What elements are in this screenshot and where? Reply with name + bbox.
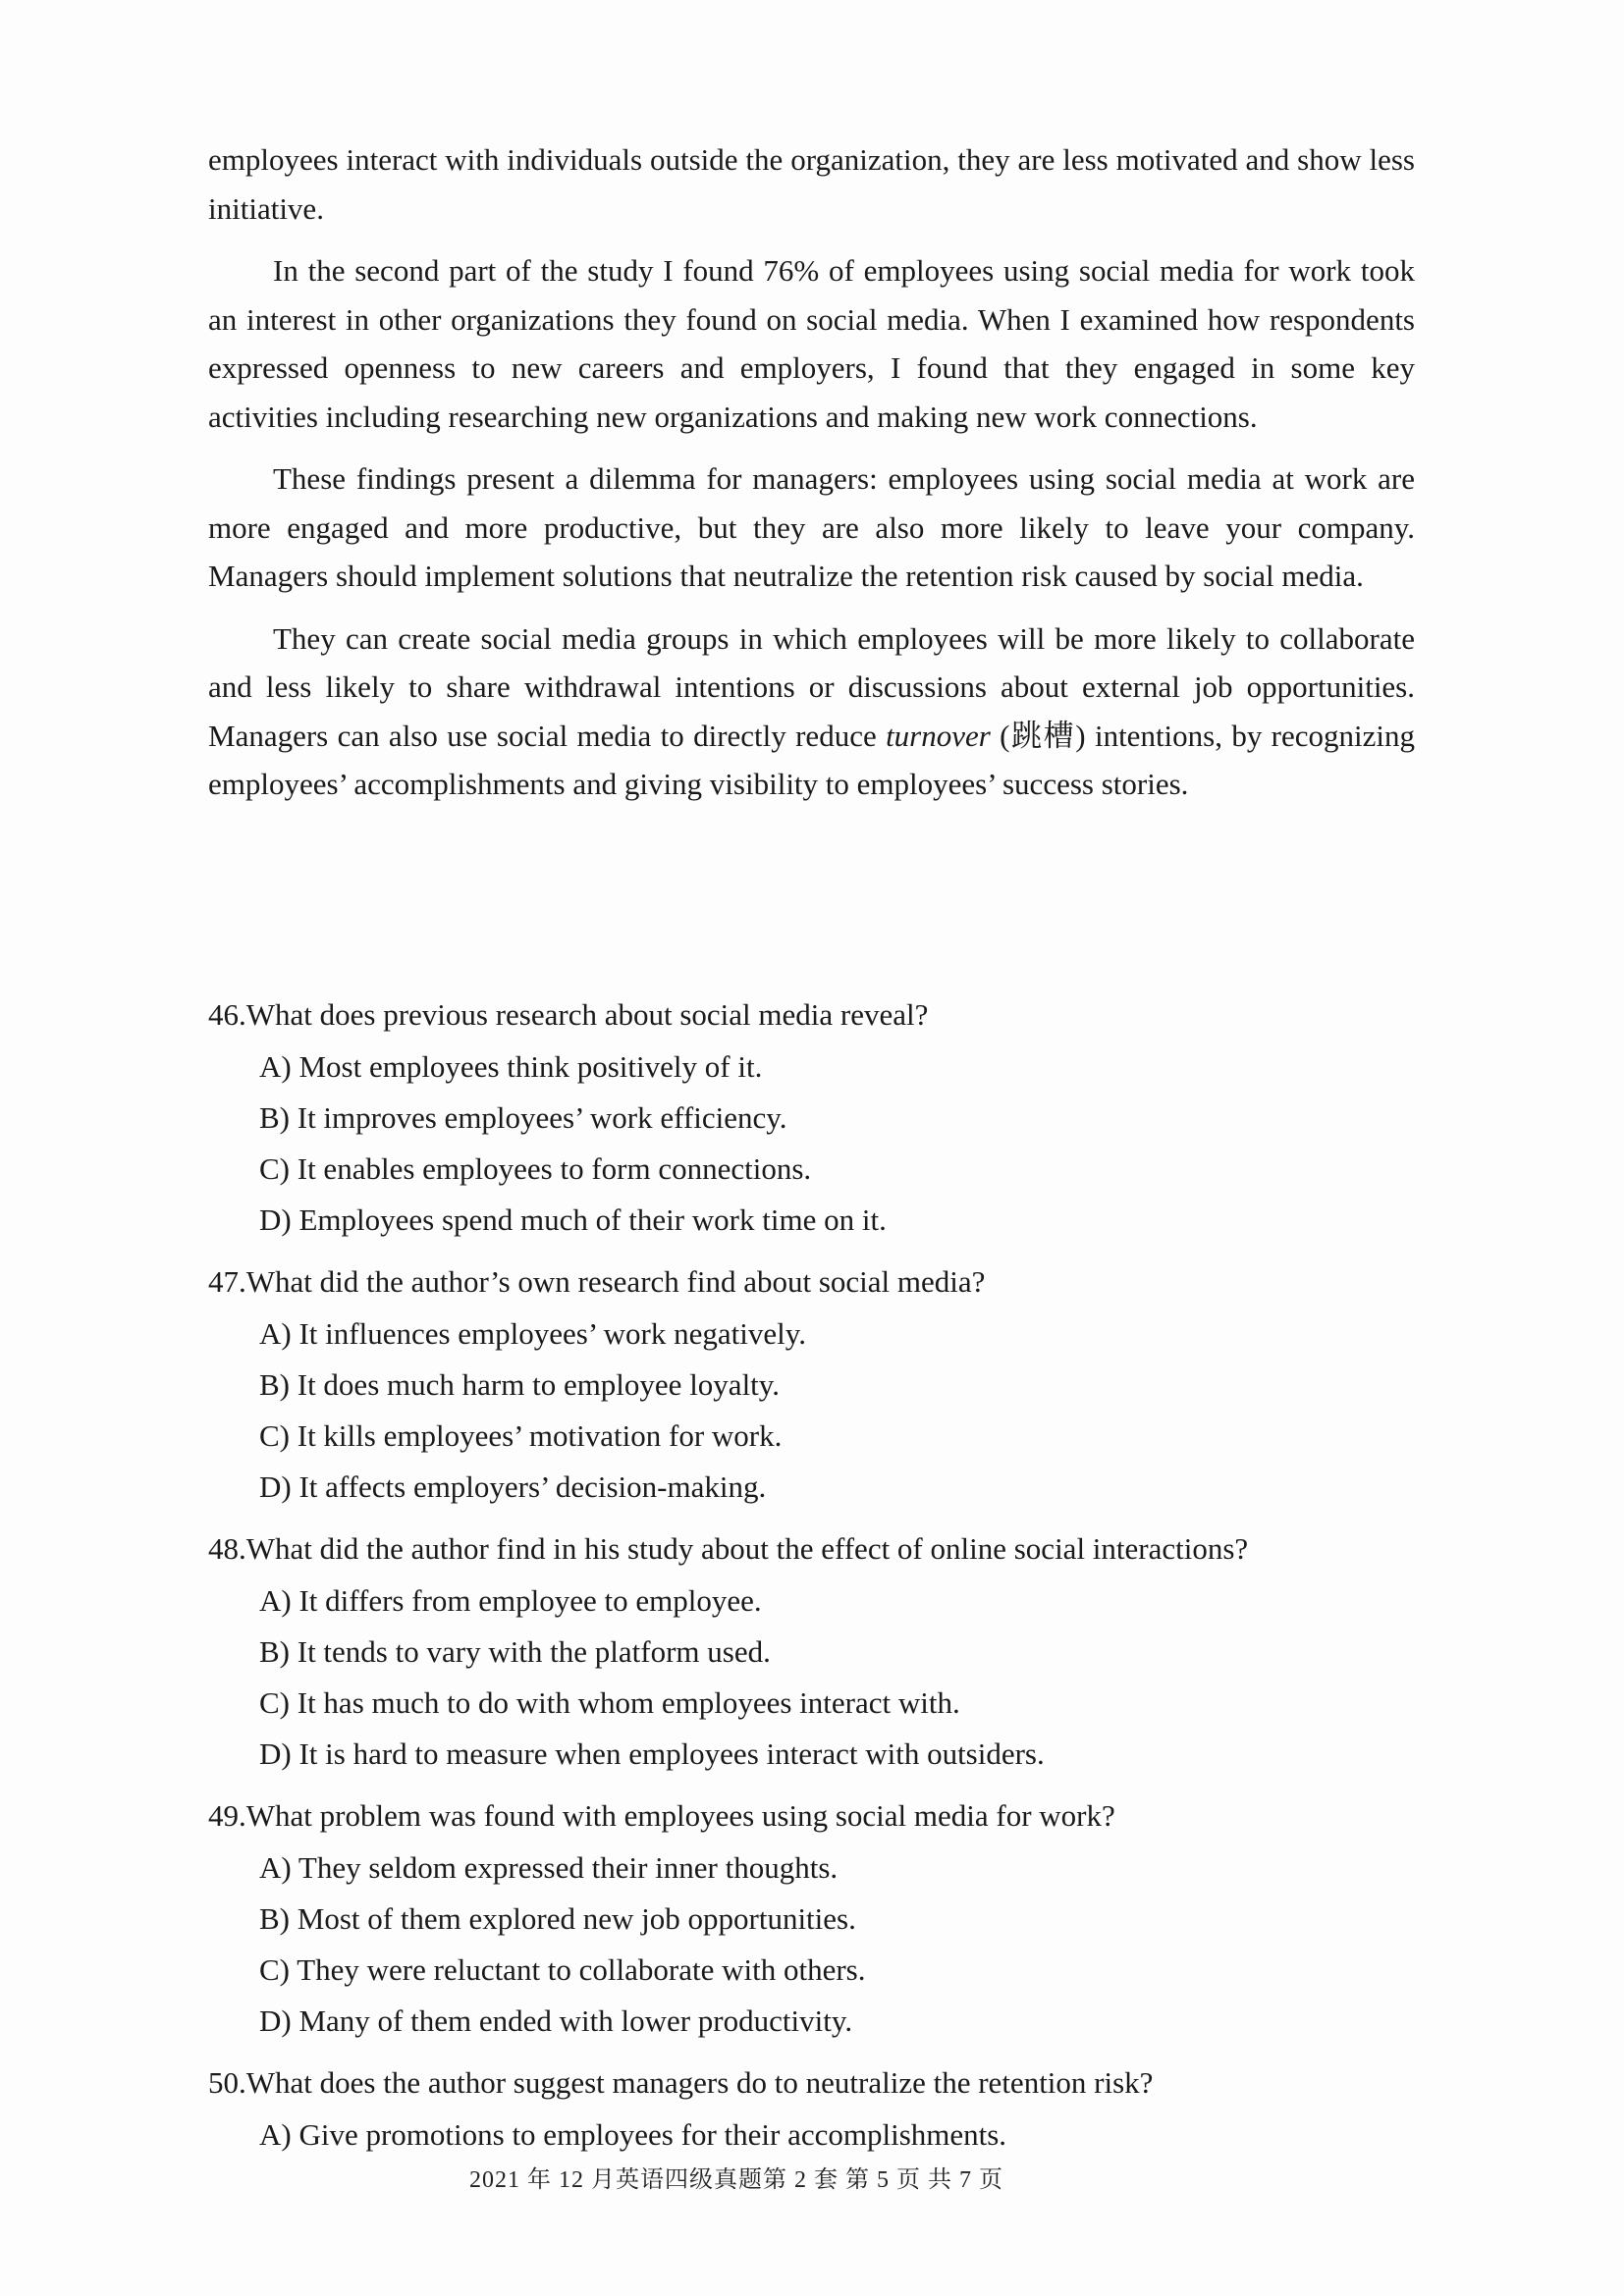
question-48 [208,1522,1415,1780]
question-number: 50. [208,2065,246,2100]
passage-text: intentions, by recognizing employees’ accomplishments and giving visibility to employees’ success stories. [208,718,1415,801]
answer-option: C) It has much to do with whom employees interact with. [259,1685,960,1720]
question-text: What did the author find in his study about the effect of online social interactions? [245,1531,1249,1566]
page-footer: 2021 年 12 月英语四级真题第 2 套 第 5 页 共 7 页 [469,2167,1003,2193]
passage-text: They can create social media groups in which employees will be more likely to collaborate and less likely to share withdrawal intentions or discussions about external job opportunities. Managers can also use social media to directly reduce [208,620,1415,753]
answer-option: C) It kills employees’ motivation for work. [259,1418,783,1453]
question-list [208,988,1415,2170]
question-text: What does the author suggest managers do to neutralize the retention risk? [245,2065,1154,2100]
vocab-term: turnover [886,718,991,753]
question-number: 48. [208,1531,246,1566]
answer-option: C) It enables employees to form connections. [259,1151,812,1186]
answer-option: A) Give promotions to employees for their accomplishments. [259,2117,1007,2152]
question-stem [208,2056,1415,2109]
answer-option: C) They were reluctant to collaborate with others. [259,1952,866,1987]
question-number: 47. [208,1264,246,1299]
question-text: What does previous research about social media reveal? [245,997,929,1032]
question-stem [208,1255,1415,1308]
question-49 [208,1789,1415,2047]
answer-option: D) Employees spend much of their work time on it. [259,1202,887,1237]
question-stem [208,988,1415,1041]
passage-paragraph: employees interact with individuals outside the organization, they are less motivated and show less initiative. [208,142,1415,226]
answer-option: D) Many of them ended with lower productivity. [259,2003,853,2038]
answer-option: B) Most of them explored new job opportunities. [259,1901,856,1936]
answer-option: D) It is hard to measure when employees interact with outsiders. [259,1736,1045,1771]
answer-option: A) They seldom expressed their inner thoughts. [259,1850,839,1885]
question-number: 46. [208,997,246,1032]
passage-paragraph: In the second part of the study I found 76% of employees using social media for work took an interest in other organizations they found on social media. When I examined how respondents expressed openness to new careers and employers, I found that they engaged in some key activities including researching new organizations and making new work connections. [208,253,1415,434]
question-46 [208,988,1415,1246]
answer-option: B) It tends to vary with the platform used. [259,1634,771,1669]
answer-option: A) It differs from employee to employee. [259,1583,762,1618]
answer-option: D) It affects employers’ decision-making. [259,1469,767,1504]
question-text: What problem was found with employees using social media for work? [245,1798,1115,1833]
question-stem [208,1522,1415,1575]
question-47 [208,1255,1415,1513]
reading-passage [208,135,1415,823]
passage-paragraph [208,614,1415,809]
answer-option: B) It improves employees’ work efficiency. [259,1100,787,1135]
question-number: 49. [208,1798,246,1833]
vocab-gloss: (跳槽) [990,718,1095,753]
question-text: What did the author’s own research find about social media? [245,1264,986,1299]
passage-paragraph: These findings present a dilemma for managers: employees using social media at work are more engaged and more productive, but they are also more likely to leave your company. Managers should implement solutions that neutralize the retention risk caused by social media. [208,461,1415,593]
answer-option: A) Most employees think positively of it. [259,1049,763,1084]
question-stem [208,1789,1415,1842]
answer-option: B) It does much harm to employee loyalty. [259,1367,781,1402]
answer-option: A) It influences employees’ work negatively. [259,1316,806,1351]
question-50 [208,2056,1415,2161]
